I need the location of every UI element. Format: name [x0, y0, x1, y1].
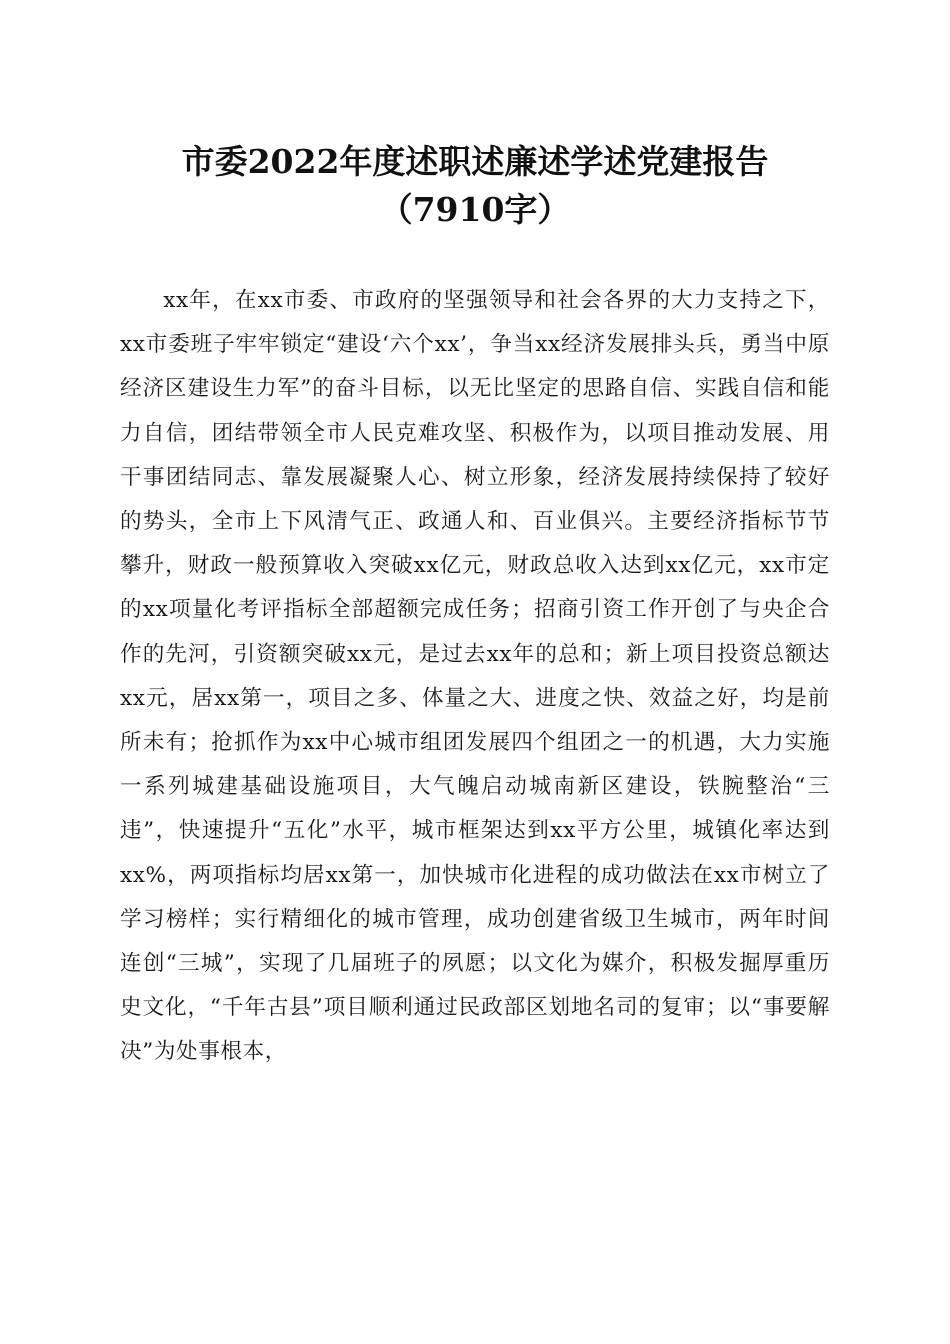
document-title: [120, 138, 830, 234]
title-line-main: 市委2022年度述职述廉述学述党建报告: [181, 142, 769, 181]
body-paragraph: xx年，在xx市委、市政府的坚强领导和社会各界的大力支持之下，xx市委班子牢牢锁定“建设‘六个xx’，争当xx经济发展排头兵，勇当中原经济区建设生力军”的奋斗目标，以无比坚定的思路自信、实践自信和能力自信，团结带领全市人民克难攻坚、积极作为，以项目推动发展、用干事团结同志、靠发展凝聚人心、树立形象，经济发展持续保持了较好的势头，全市上下风清气正、政通人和、百业俱兴。主要经济指标节节攀升，财政一般预算收入突破xx亿元，财政总收入达到xx亿元，xx市定的xx项量化考评指标全部超额完成任务；招商引资工作开创了与央企合作的先河，引资额突破xx元，是过去xx年的总和；新上项目投资总额达xx元，居xx第一，项目之多、体量之大、进度之快、效益之好，均是前所未有；抢抓作为xx中心城市组团发展四个组团之一的机遇，大力实施一系列城建基础设施项目，大气魄启动城南新区建设，铁腕整治“三违”，快速提升“五化”水平，城市框架达到xx平方公里，城镇化率达到xx%，两项指标均居xx第一，加快城市化进程的成功做法在xx市树立了学习榜样；实行精细化的城市管理，成功创建省级卫生城市，两年时间连创“三城”，实现了几届班子的夙愿；以文化为媒介，积极发掘厚重历史文化，“千年古县”项目顺利通过民政部区划地名司的复审；以“事要解决”为处事根本，: [120, 288, 830, 1065]
title-line-wordcount: （7910字）: [379, 190, 571, 229]
